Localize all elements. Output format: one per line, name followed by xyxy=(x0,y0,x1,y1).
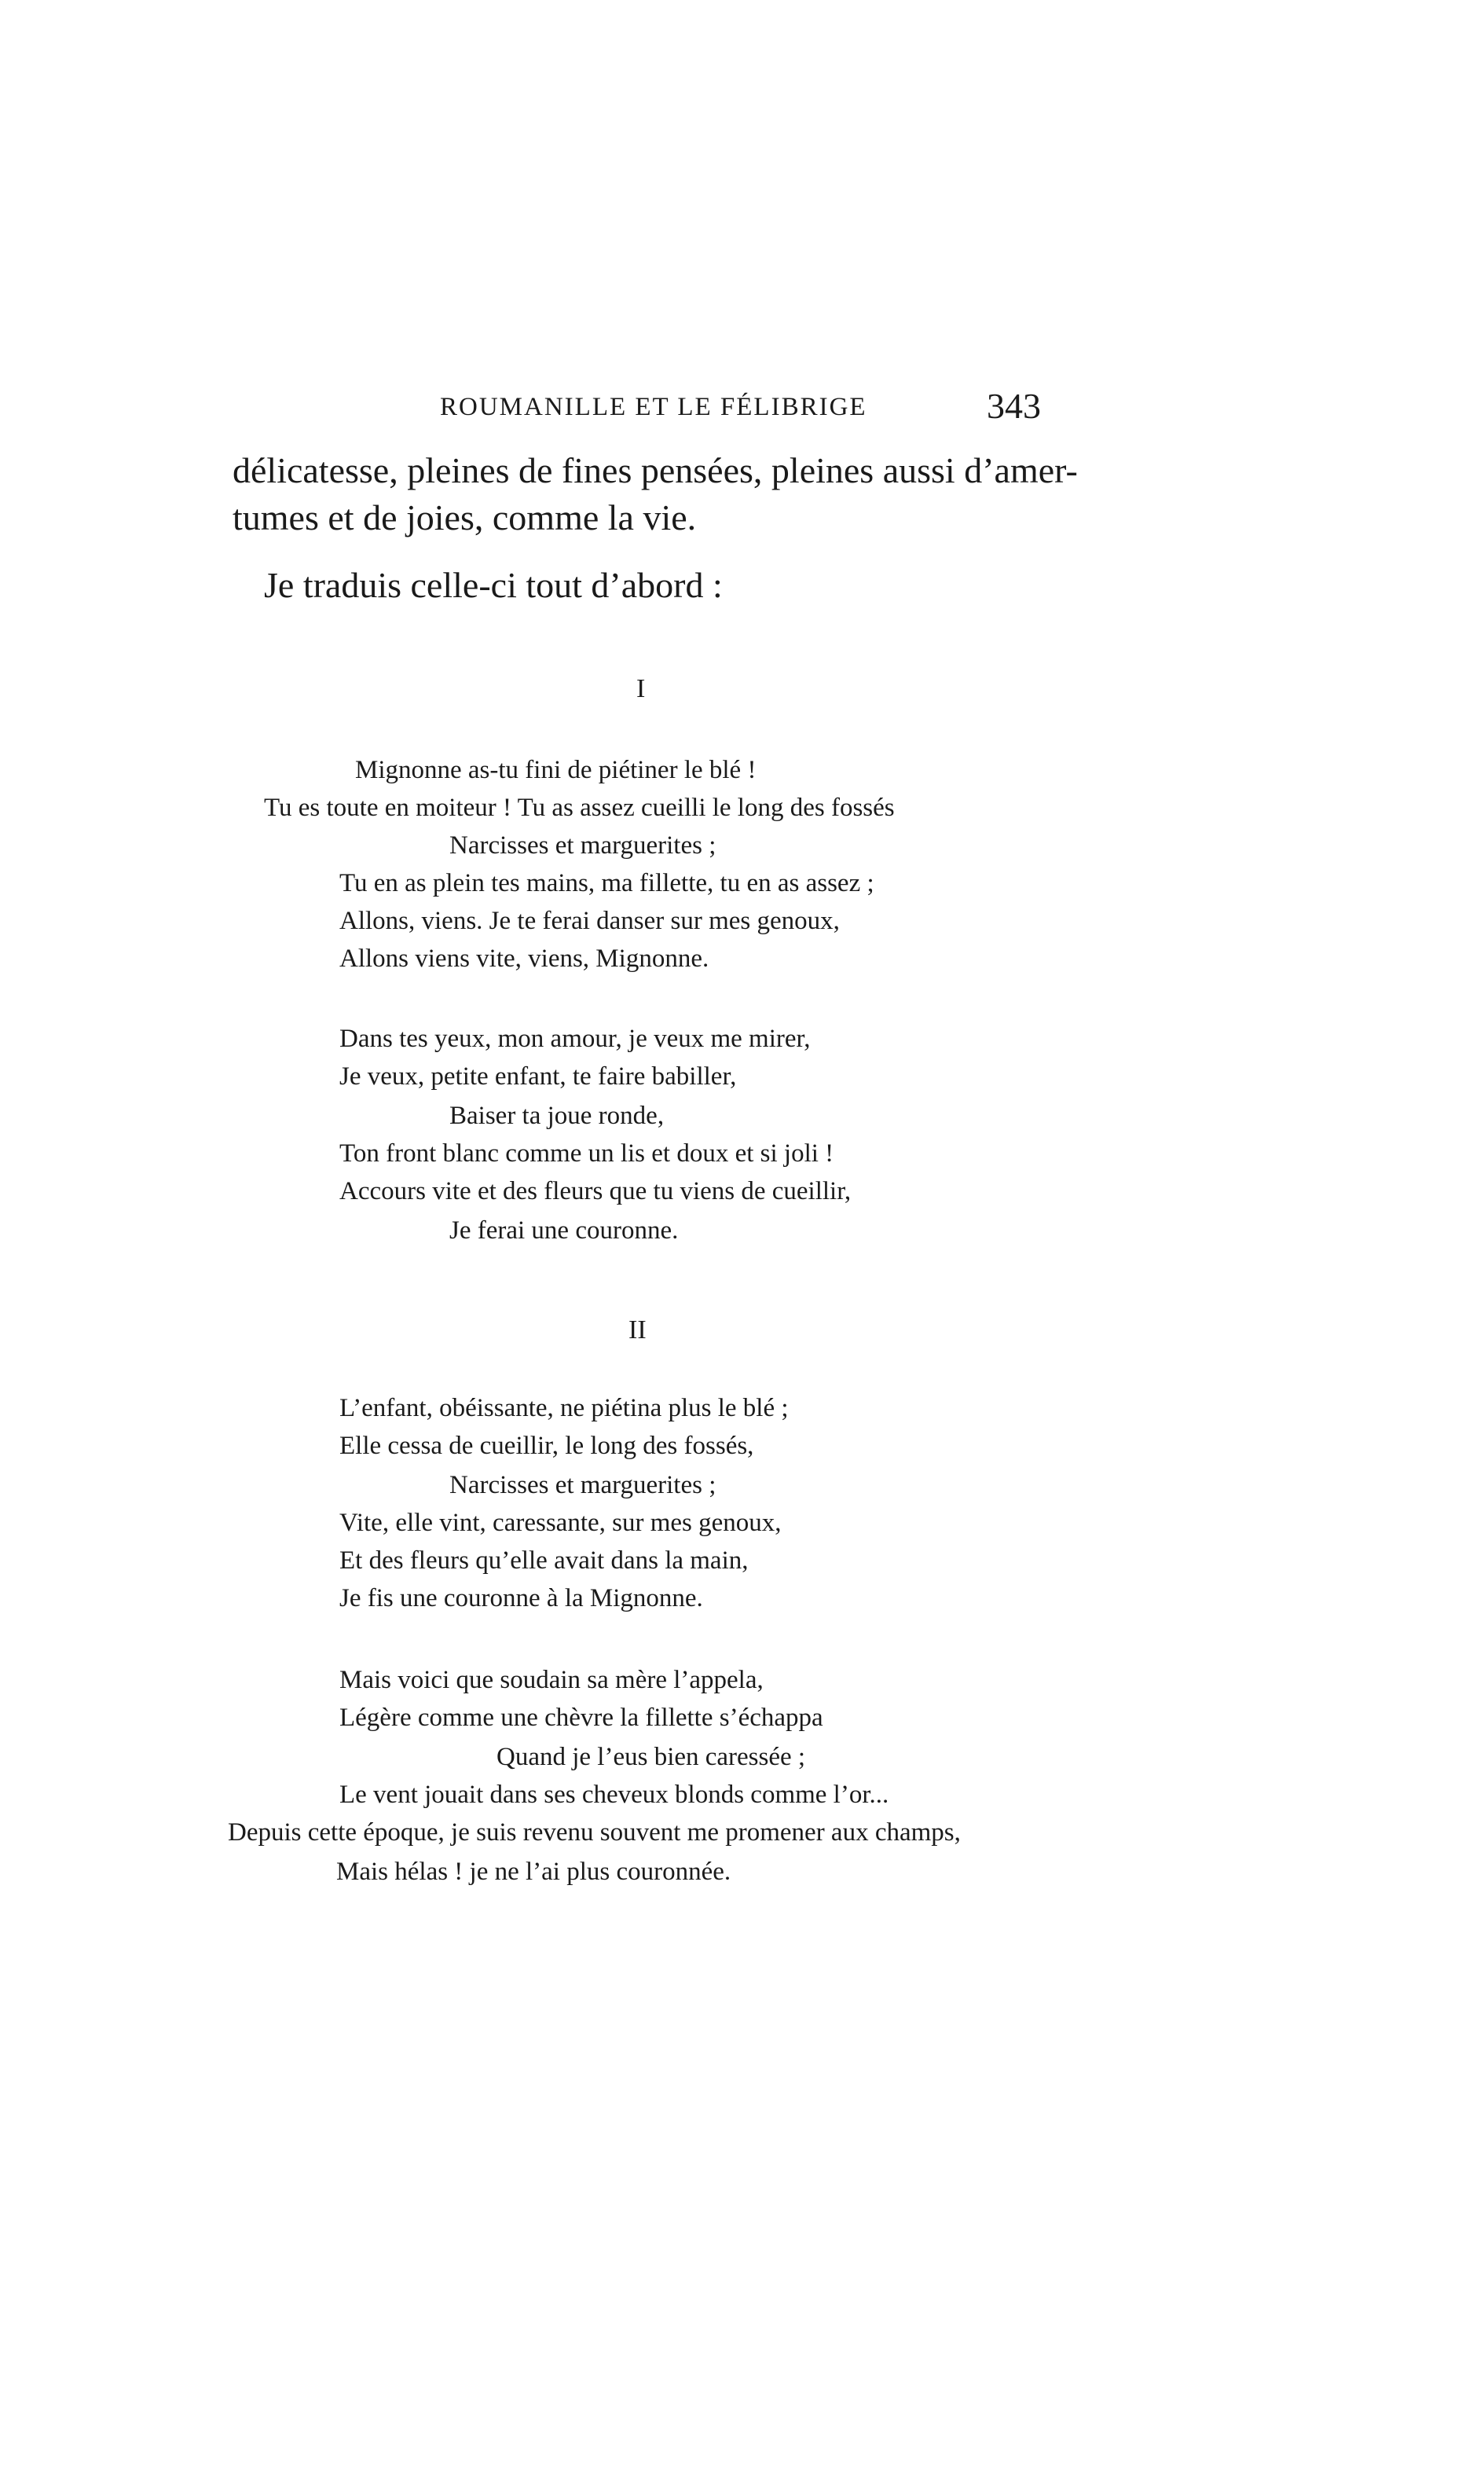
verse-line: Allons viens vite, viens, Mignonne. xyxy=(339,945,709,973)
verse-line: Narcisses et marguerites ; xyxy=(449,831,716,860)
verse-line: Narcisses et marguerites ; xyxy=(449,1471,716,1499)
verse-line: Tu en as plein tes mains, ma fillette, tu en as assez ; xyxy=(339,869,874,897)
verse-line: Légère comme une chèvre la fillette s’échappa xyxy=(339,1704,823,1732)
verse-line: Allons, viens. Je te ferai danser sur mes genoux, xyxy=(339,907,840,935)
verse-line: Et des fleurs qu’elle avait dans la main, xyxy=(339,1546,749,1575)
verse-line: Accours vite et des fleurs que tu viens de cueillir, xyxy=(339,1177,852,1205)
verse-line: Le vent jouait dans ses cheveux blonds comme l’or... xyxy=(339,1781,889,1809)
verse-line: Baiser ta joue ronde, xyxy=(449,1102,665,1130)
verse-line: Depuis cette époque, je suis revenu souvent me promener aux champs, xyxy=(228,1818,961,1847)
verse-line: Dans tes yeux, mon amour, je veux me mirer, xyxy=(339,1025,811,1053)
verse-line: Ton front blanc comme un lis et doux et si joli ! xyxy=(339,1139,834,1168)
section-number: I xyxy=(636,674,646,703)
prose-line: Je traduis celle-ci tout d’abord : xyxy=(264,565,723,605)
verse-line: Tu es toute en moiteur ! Tu as assez cueilli le long des fossés xyxy=(264,794,895,822)
page-number: 343 xyxy=(987,386,1041,426)
verse-line: Je ferai une couronne. xyxy=(449,1216,679,1245)
verse-line: Vite, elle vint, caressante, sur mes genoux, xyxy=(339,1509,782,1537)
verse-line: Je fis une couronne à la Mignonne. xyxy=(339,1584,703,1612)
running-header: ROUMANILLE ET LE FÉLIBRIGE xyxy=(440,393,867,421)
verse-line: Mignonne as-tu fini de piétiner le blé ! xyxy=(355,756,757,784)
prose-line: délicatesse, pleines de fines pensées, pleines aussi d’amer- xyxy=(233,450,1078,490)
verse-line: L’enfant, obéissante, ne piétina plus le blé ; xyxy=(339,1394,789,1422)
verse-line: Je veux, petite enfant, te faire babiller, xyxy=(339,1062,737,1091)
verse-line: Mais hélas ! je ne l’ai plus couronnée. xyxy=(336,1858,731,1886)
verse-line: Elle cessa de cueillir, le long des fossés, xyxy=(339,1432,754,1460)
verse-line: Quand je l’eus bien caressée ; xyxy=(496,1743,806,1771)
verse-line: Mais voici que soudain sa mère l’appela, xyxy=(339,1666,764,1694)
prose-line: tumes et de joies, comme la vie. xyxy=(233,497,697,537)
section-number: II xyxy=(628,1315,647,1344)
